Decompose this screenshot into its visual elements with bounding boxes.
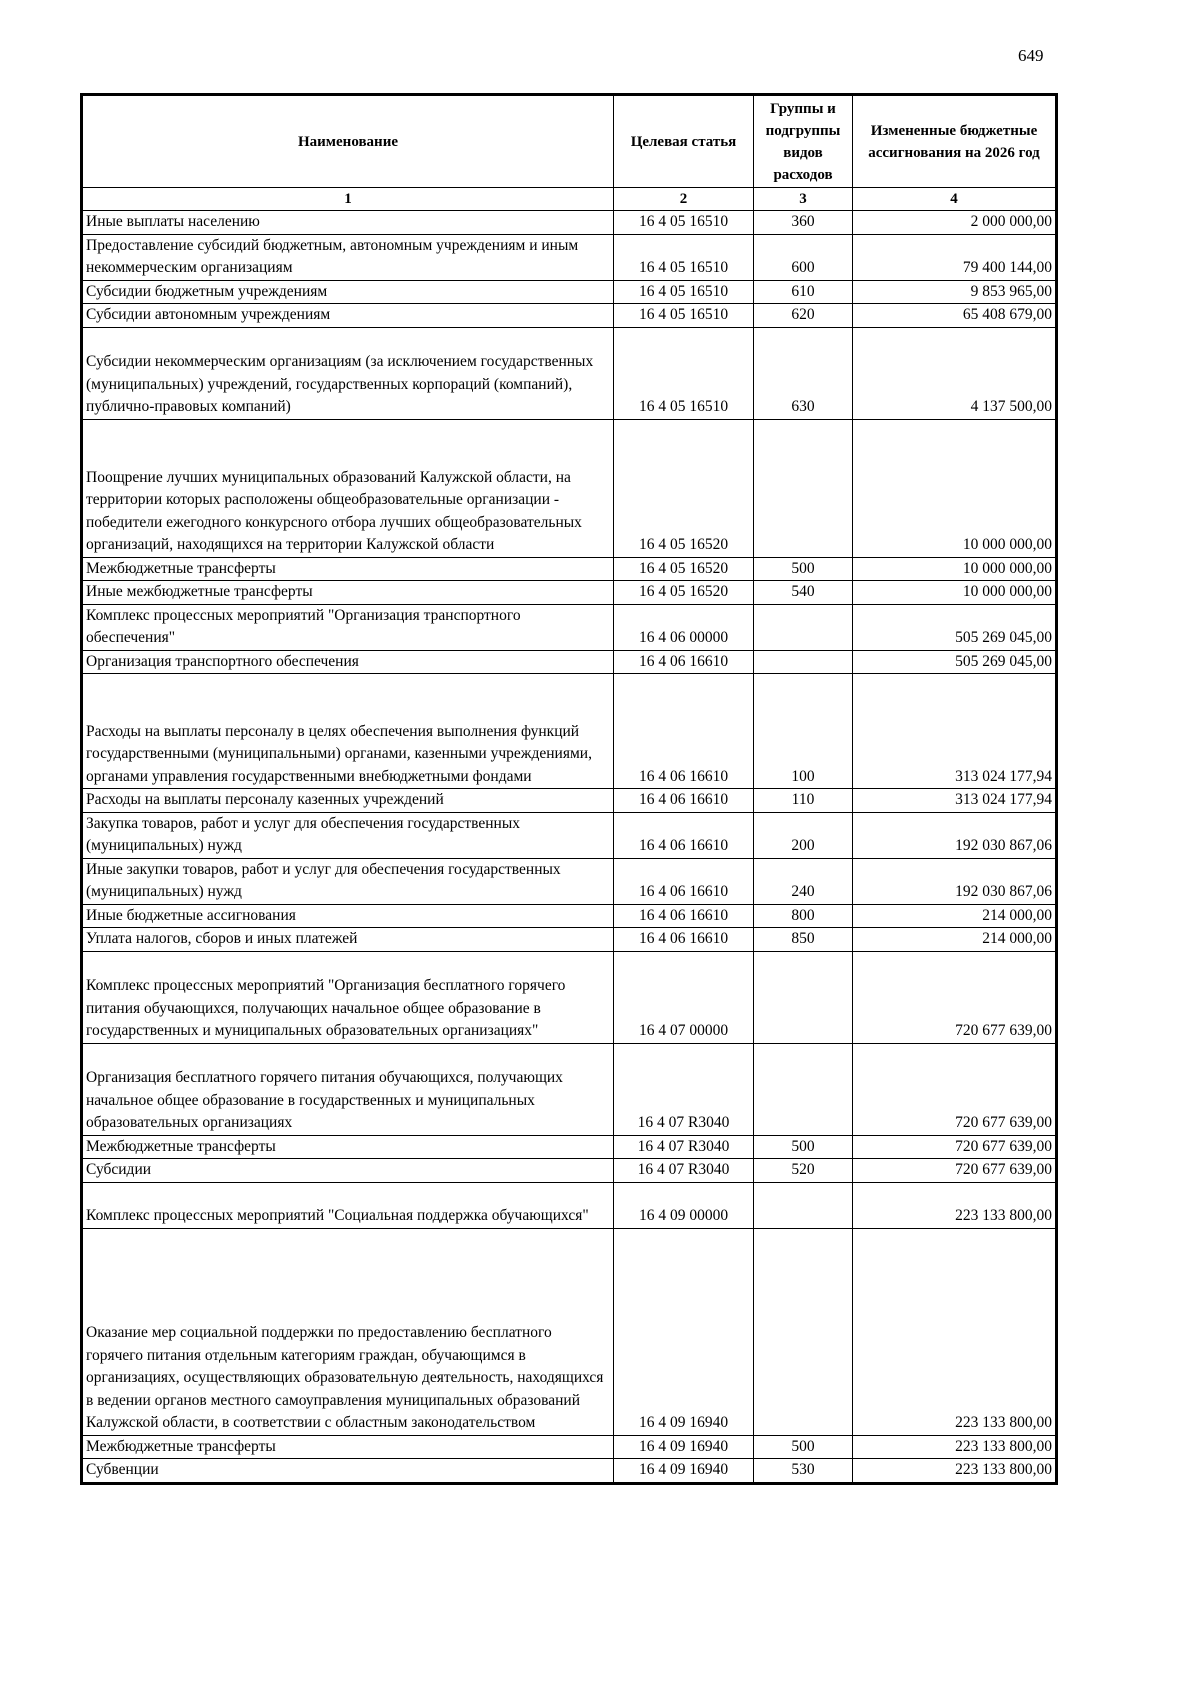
table-row bbox=[83, 280, 1056, 304]
target-article: 16 4 06 16610 bbox=[614, 928, 754, 952]
target-article: 16 4 07 00000 bbox=[614, 951, 754, 1043]
row-name: Уплата налогов, сборов и иных платежей bbox=[83, 928, 614, 952]
table-row bbox=[83, 1435, 1056, 1459]
amount: 313 024 177,94 bbox=[853, 789, 1056, 813]
table-row bbox=[83, 581, 1056, 605]
expense-group: 630 bbox=[754, 327, 853, 419]
row-name: Субсидии автономным учреждениям bbox=[83, 304, 614, 328]
expense-group: 110 bbox=[754, 789, 853, 813]
header-row bbox=[83, 96, 1056, 188]
table-row bbox=[83, 1135, 1056, 1159]
row-name: Межбюджетные трансферты bbox=[83, 557, 614, 581]
table-row bbox=[83, 812, 1056, 858]
row-name: Субвенции bbox=[83, 1459, 614, 1483]
target-article: 16 4 09 16940 bbox=[614, 1435, 754, 1459]
budget-table bbox=[82, 95, 1056, 1483]
header-name: Наименование bbox=[83, 96, 614, 188]
column-number: 4 bbox=[853, 188, 1056, 211]
table-row bbox=[83, 789, 1056, 813]
row-name: Комплекс процессных мероприятий "Организация транспортного обеспечения" bbox=[83, 604, 614, 650]
expense-group bbox=[754, 951, 853, 1043]
table-body bbox=[83, 211, 1056, 1483]
amount: 223 133 800,00 bbox=[853, 1459, 1056, 1483]
table-row bbox=[83, 904, 1056, 928]
column-number-row bbox=[83, 188, 1056, 211]
amount: 720 677 639,00 bbox=[853, 1159, 1056, 1183]
table-row bbox=[83, 327, 1056, 419]
row-name: Субсидии некоммерческим организациям (за исключением государственных (муниципальных) учреждений, государственных корпораций (компаний), публично-правовых компаний) bbox=[83, 327, 614, 419]
column-number: 2 bbox=[614, 188, 754, 211]
expense-group: 500 bbox=[754, 557, 853, 581]
target-article: 16 4 09 16940 bbox=[614, 1459, 754, 1483]
amount: 720 677 639,00 bbox=[853, 1135, 1056, 1159]
amount: 10 000 000,00 bbox=[853, 581, 1056, 605]
row-name: Иные закупки товаров, работ и услуг для обеспечения государственных (муниципальных) нужд bbox=[83, 858, 614, 904]
expense-group: 540 bbox=[754, 581, 853, 605]
expense-group: 620 bbox=[754, 304, 853, 328]
target-article: 16 4 07 R3040 bbox=[614, 1159, 754, 1183]
amount: 505 269 045,00 bbox=[853, 604, 1056, 650]
page-number: 649 bbox=[1018, 46, 1044, 65]
expense-group: 360 bbox=[754, 211, 853, 235]
amount: 192 030 867,06 bbox=[853, 812, 1056, 858]
target-article: 16 4 06 16610 bbox=[614, 812, 754, 858]
amount: 4 137 500,00 bbox=[853, 327, 1056, 419]
row-name: Расходы на выплаты персоналу в целях обеспечения выполнения функций государственными (муниципальными) органами, казенными учреждениями, органами управления государственными внебюджетными фондами bbox=[83, 674, 614, 789]
row-name: Иные межбюджетные трансферты bbox=[83, 581, 614, 605]
amount: 192 030 867,06 bbox=[853, 858, 1056, 904]
row-name: Межбюджетные трансферты bbox=[83, 1135, 614, 1159]
target-article: 16 4 05 16510 bbox=[614, 280, 754, 304]
row-name: Комплекс процессных мероприятий "Социальная поддержка обучающихся" bbox=[83, 1182, 614, 1228]
target-article: 16 4 06 16610 bbox=[614, 858, 754, 904]
expense-group: 600 bbox=[754, 234, 853, 280]
table-row bbox=[83, 928, 1056, 952]
expense-group: 500 bbox=[754, 1135, 853, 1159]
table-row bbox=[83, 1159, 1056, 1183]
row-name: Субсидии bbox=[83, 1159, 614, 1183]
amount: 2 000 000,00 bbox=[853, 211, 1056, 235]
expense-group bbox=[754, 604, 853, 650]
amount: 720 677 639,00 bbox=[853, 1043, 1056, 1135]
row-name: Комплекс процессных мероприятий "Организация бесплатного горячего питания обучающихся, получающих начальное общее образование в государственных и муниципальных образовательных организациях" bbox=[83, 951, 614, 1043]
table-row bbox=[83, 951, 1056, 1043]
expense-group bbox=[754, 1228, 853, 1435]
target-article: 16 4 05 16510 bbox=[614, 304, 754, 328]
amount: 223 133 800,00 bbox=[853, 1228, 1056, 1435]
expense-group: 200 bbox=[754, 812, 853, 858]
target-article: 16 4 05 16510 bbox=[614, 327, 754, 419]
target-article: 16 4 09 16940 bbox=[614, 1228, 754, 1435]
amount: 10 000 000,00 bbox=[853, 419, 1056, 557]
expense-group: 530 bbox=[754, 1459, 853, 1483]
table-row bbox=[83, 1459, 1056, 1483]
target-article: 16 4 06 16610 bbox=[614, 674, 754, 789]
row-name: Закупка товаров, работ и услуг для обеспечения государственных (муниципальных) нужд bbox=[83, 812, 614, 858]
target-article: 16 4 06 16610 bbox=[614, 650, 754, 674]
table-row bbox=[83, 211, 1056, 235]
expense-group bbox=[754, 419, 853, 557]
amount: 720 677 639,00 bbox=[853, 951, 1056, 1043]
column-number: 1 bbox=[83, 188, 614, 211]
amount: 10 000 000,00 bbox=[853, 557, 1056, 581]
row-name: Расходы на выплаты персоналу казенных учреждений bbox=[83, 789, 614, 813]
row-name: Организация транспортного обеспечения bbox=[83, 650, 614, 674]
table-row bbox=[83, 604, 1056, 650]
amount: 313 024 177,94 bbox=[853, 674, 1056, 789]
amount: 79 400 144,00 bbox=[853, 234, 1056, 280]
row-name: Иные бюджетные ассигнования bbox=[83, 904, 614, 928]
row-name: Субсидии бюджетным учреждениям bbox=[83, 280, 614, 304]
target-article: 16 4 06 00000 bbox=[614, 604, 754, 650]
target-article: 16 4 06 16610 bbox=[614, 789, 754, 813]
table-row bbox=[83, 650, 1056, 674]
amount: 223 133 800,00 bbox=[853, 1435, 1056, 1459]
target-article: 16 4 05 16520 bbox=[614, 557, 754, 581]
expense-group: 240 bbox=[754, 858, 853, 904]
expense-group: 610 bbox=[754, 280, 853, 304]
amount: 65 408 679,00 bbox=[853, 304, 1056, 328]
expense-group: 100 bbox=[754, 674, 853, 789]
header-amount: Измененные бюджетные ассигнования на 2026 год bbox=[853, 96, 1056, 188]
expense-group bbox=[754, 1043, 853, 1135]
target-article: 16 4 05 16510 bbox=[614, 211, 754, 235]
row-name: Иные выплаты населению bbox=[83, 211, 614, 235]
expense-group: 520 bbox=[754, 1159, 853, 1183]
expense-group: 850 bbox=[754, 928, 853, 952]
table-row bbox=[83, 858, 1056, 904]
table-row bbox=[83, 1043, 1056, 1135]
row-name: Поощрение лучших муниципальных образований Калужской области, на территории которых расположены общеобразовательные организации - победители ежегодного конкурсного отбора лучших общеобразовательных организаций, находящихся на территории Калужской области bbox=[83, 419, 614, 557]
table-row bbox=[83, 304, 1056, 328]
table-row bbox=[83, 1228, 1056, 1435]
target-article: 16 4 09 00000 bbox=[614, 1182, 754, 1228]
target-article: 16 4 05 16520 bbox=[614, 419, 754, 557]
amount: 223 133 800,00 bbox=[853, 1182, 1056, 1228]
target-article: 16 4 05 16520 bbox=[614, 581, 754, 605]
row-name: Межбюджетные трансферты bbox=[83, 1435, 614, 1459]
column-number: 3 bbox=[754, 188, 853, 211]
table-row bbox=[83, 234, 1056, 280]
expense-group bbox=[754, 1182, 853, 1228]
expense-group: 500 bbox=[754, 1435, 853, 1459]
target-article: 16 4 05 16510 bbox=[614, 234, 754, 280]
target-article: 16 4 07 R3040 bbox=[614, 1135, 754, 1159]
table-row bbox=[83, 1182, 1056, 1228]
row-name: Оказание мер социальной поддержки по предоставлению бесплатного горячего питания отдельным категориям граждан, обучающимся в организациях, осуществляющих образовательную деятельность, находящихся в ведении органов местного самоуправления муниципальных образований Калужской области, в соответствии с областным законодательством bbox=[83, 1228, 614, 1435]
row-name: Предоставление субсидий бюджетным, автономным учреждениям и иным некоммерческим организациям bbox=[83, 234, 614, 280]
table-row bbox=[83, 674, 1056, 789]
header-group: Группы и подгруппы видов расходов bbox=[754, 96, 853, 188]
expense-group: 800 bbox=[754, 904, 853, 928]
target-article: 16 4 07 R3040 bbox=[614, 1043, 754, 1135]
amount: 9 853 965,00 bbox=[853, 280, 1056, 304]
expense-group bbox=[754, 650, 853, 674]
target-article: 16 4 06 16610 bbox=[614, 904, 754, 928]
row-name: Организация бесплатного горячего питания обучающихся, получающих начальное общее образование в государственных и муниципальных образовательных организациях bbox=[83, 1043, 614, 1135]
table-row bbox=[83, 557, 1056, 581]
table-row bbox=[83, 419, 1056, 557]
amount: 214 000,00 bbox=[853, 928, 1056, 952]
amount: 214 000,00 bbox=[853, 904, 1056, 928]
amount: 505 269 045,00 bbox=[853, 650, 1056, 674]
header-code: Целевая статья bbox=[614, 96, 754, 188]
